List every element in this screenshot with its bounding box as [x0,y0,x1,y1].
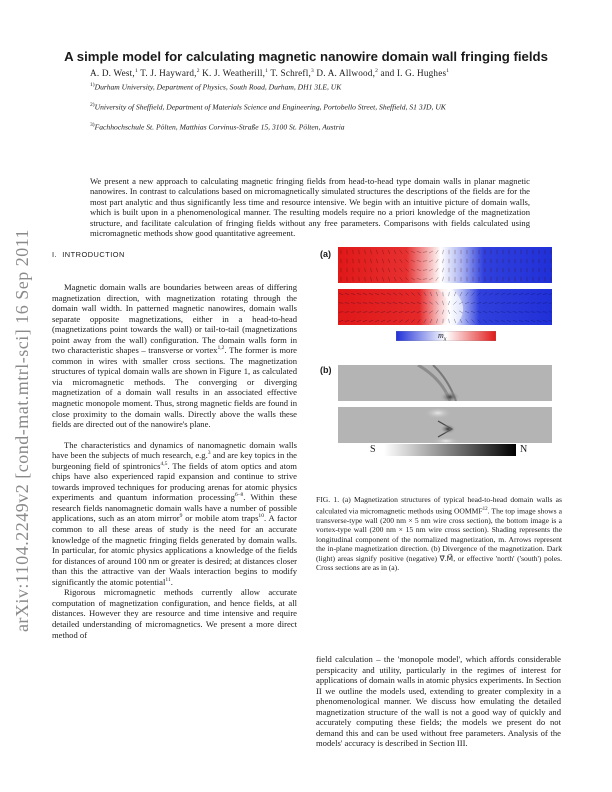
author-schrefl: T. Schrefl, [268,68,311,79]
author-hughes: and I. G. Hughes [378,68,447,79]
author-list [90,68,449,78]
affiliation-text: Fachhochschule St. Pölten, Matthias Corvinus-Straße 15, 3100 St. Pölten, Austria [94,122,345,132]
figure-caption [316,495,562,573]
scale-symbol: m [438,331,444,340]
author-affil-mark: 1 [134,68,138,74]
intro-paragraph-continued: field calculation – the 'monopole model', which affords considerable perspicacity and utility, particularly in the regimes of interest for applications of domain walls in atomic physics experiments. In Section II we outline the models used, extending to greater complexity in a phenomenological manner. We discuss how emulating the detailed magnetization structure of the wall is not a good way of quickly and accurately computing these fields; the models we present do not demand this and can be used without free parameters. Analysis of the models' accuracy is described in Section III. [316,654,561,749]
paragraph-text: . Within these research fields nanomagnetic domain walls have a number of possible applications, such as an atom mirror [52,492,297,524]
intro-paragraph-1 [52,282,297,430]
transverse-wall-image [338,247,552,283]
citation: 9 [179,513,183,520]
paragraph-text: . A factor common to all these areas of study is the need for an accurate knowledge of the magnetic fringing fields generated by domain walls. In particular, for atomic physics applications a knowledge of the fields for distances of around 100 nm or greater is desired; at distances closer than this the attractive van der Waals interaction begins to modify significantly the atomic potential [52,513,297,587]
paragraph-text: Magnetic domain walls are boundaries between areas of differing magnetization direction, with magnetization rotating through the domain wall width. In patterned magnetic nanowires, domain walls separate opposite magnetizations, either in a head-to-head (magnetizations point towards the wall) or tail-to-tail (magnetizations point away from the wall) configuration. The domain walls form in two characteristic shapes – transverse or vortex [52,282,297,356]
citation: 6–8 [234,492,244,499]
paper-title: A simple model for calculating magnetic nanowire domain wall fringing fields [64,49,548,64]
paragraph-text: . The fields of atom optics and atom chips have also experienced rapid expansion and continue to strive towards improved techniques for producing arenas for atomic physics experiments and quantum information processing [52,460,297,503]
citation: 12 [482,506,488,512]
author-affil-mark: 2 [375,68,379,74]
author-affil-mark: 1 [265,68,269,74]
affiliation-sheffield [90,100,550,113]
affiliation-polten [90,120,420,133]
affiliation-number: 3) [90,122,95,128]
citation: 4,5 [160,460,168,467]
paragraph-text: . The former is more common in wires with smaller cross sections. The magnetization structures of typical domain walls are shown in Figure 1, as calculated via micromagnetic methods. The converging or diverging magnetization of a domain wall results in an associated effective magnetic monopole moment. Thus, strong magnetic fields are found in close proximity to the domain walls. Directly above the walls these fields are directed out of the nanowire's plane. [52,345,297,430]
paragraph-text: and are key topics in the burgeoning field of spintronics [52,450,297,471]
affiliation-number: 2) [90,102,95,108]
section-title: INTRODUCTION [62,250,125,259]
scale-subscript: x [443,336,447,343]
affiliation-text: University of Sheffield, Department of Materials Science and Engineering, Portobello Street, Sheffield, S1 3JD, UK [94,102,446,112]
section-number: I. [52,250,58,259]
vortex-divergence-image [338,407,552,443]
affiliation-number: 1) [90,82,95,88]
author-allwood: D. A. Allwood, [313,68,376,79]
author-affil-mark: 3 [310,68,314,74]
scale-label [438,331,446,343]
caption-text: FIG. 1. (a) Magnetization structures of typical head-to-head domain walls as calculated via micromagnetic methods using OOMMF [316,495,562,516]
section-heading [52,250,125,259]
paragraph-text: The characteristics and dynamics of nanomagnetic domain walls have been the subjects of much research, e.g. [52,439,297,461]
divergence-scale-bar [384,444,516,456]
vortex-wall-image [338,289,552,325]
author-affil-mark: 1 [446,68,450,74]
transverse-divergence-image [338,365,552,401]
paragraph-text: or mobile atom traps [182,513,259,524]
affiliation-durham [90,80,550,93]
citation: 11 [165,576,171,583]
author-hayward: T. J. Hayward, [137,68,197,79]
panel-label-a: (a) [320,249,331,259]
citation: 3 [207,450,211,457]
north-pole-label: N [520,444,528,455]
left-column [52,282,297,640]
arxiv-identifier [8,200,38,660]
author-affil-mark: 2 [196,68,200,74]
right-column [316,654,561,749]
intro-paragraph-3: Rigorous micromagnetic methods currently allow accurate computation of magnetization configuration, and hence fields, at all distances. However they are resource and time intensive and require detailed understanding of micromagnetics. We present a more direct method of [52,587,297,640]
arxiv-id-text: arXiv:1104.2249v2 [cond-mat.mtrl-sci] 16 Sep 2011 [12,228,33,632]
abstract: We present a new approach to calculating magnetic fringing fields from head-to-head type domain walls in planar magnetic nanowires. In contrast to calculations based on micromagnetically simulated structures the descriptions of the fields are for the most part analytic and thus significantly less time and resource intensive. We begin with an intuitive picture of domain walls, which is built upon in a phenomenological manner. The resulting models require no a priori knowledge of the magnetization structure, and facilitate calculation of fringing fields without any free parameters. Comparisons with fields calculated using micromagnetic methods show good quantitative agreement. [90,176,530,239]
affiliation-text: Durham University, Department of Physics, South Road, Durham, DH1 3LE, UK [94,82,342,92]
south-pole-label: S [370,444,376,455]
citation: 10 [258,513,265,520]
figure-1 [318,245,563,490]
citation: 1,2 [217,345,225,352]
intro-paragraph-2 [52,440,297,588]
caption-text: . The top image shows a transverse-type wall (200 nm × 5 nm wire cross section), the bottom image is a vortex-type wall (200 nm × 15 nm wire cross section). Shading represents the longitudinal component of the normalized magnetization, m. Arrows represent the in-plane magnetization direction. (b) Divergence of the magnetization. Dark (light) areas signify positive (negative) ∇⃗.M⃗, or effective 'north' ('south') poles. Cross sections are as in (a). [316,506,562,573]
panel-label-b: (b) [320,365,332,375]
author-weatherill: K. J. Weatherill, [199,68,266,79]
author-west: A. D. West, [90,68,135,79]
paragraph-text: . [170,576,173,587]
